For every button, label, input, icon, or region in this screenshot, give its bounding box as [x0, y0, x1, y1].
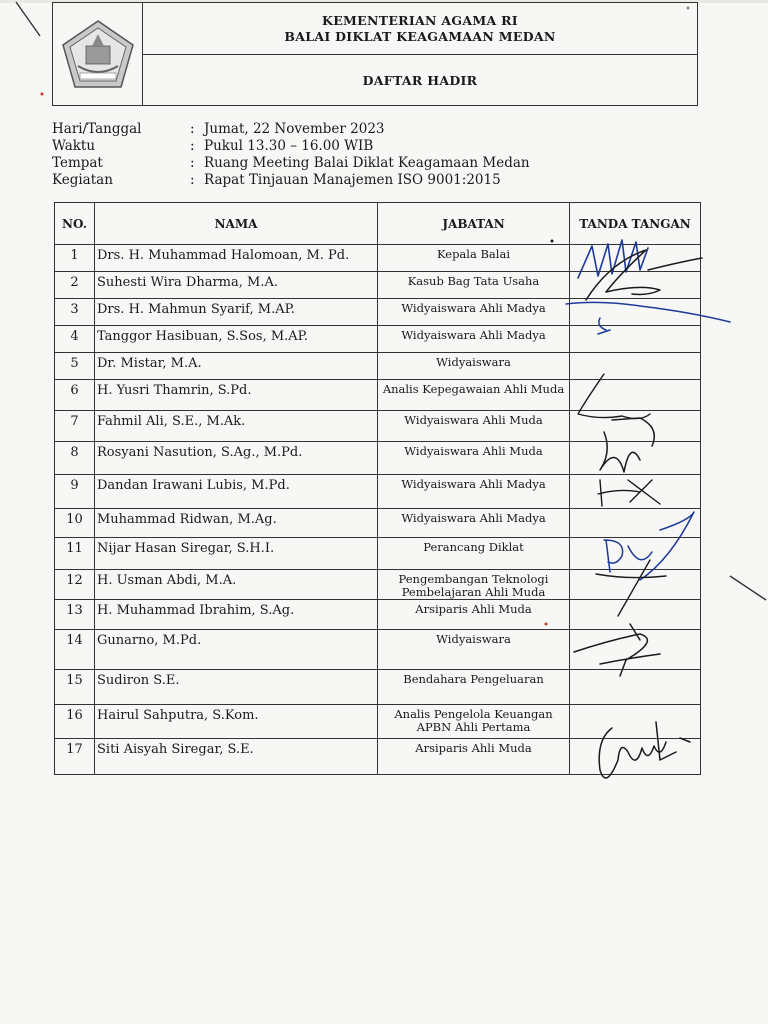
table-row: [55, 475, 701, 509]
row-name: Siti Aisyah Siregar, S.E.: [95, 739, 378, 775]
institution-name: [143, 3, 697, 55]
row-name: Dr. Mistar, M.A.: [95, 353, 378, 380]
row-position: Arsiparis Ahli Muda: [378, 600, 570, 630]
row-position: Widyaiswara Ahli Madya: [378, 299, 570, 326]
signature-cell[interactable]: [570, 272, 701, 299]
document-title: DAFTAR HADIR: [362, 72, 478, 88]
meta-label: Waktu: [52, 138, 96, 154]
signature-cell[interactable]: [570, 380, 701, 411]
scan-mark-right: [728, 570, 768, 610]
meta-colon: :: [190, 155, 195, 171]
logo-cell: [53, 3, 143, 105]
row-position: Widyaiswara Ahli Muda: [378, 411, 570, 442]
row-name: Drs. H. Muhammad Halomoan, M. Pd.: [95, 245, 378, 272]
row-number: 16: [55, 705, 95, 739]
row-number: 7: [55, 411, 95, 442]
row-name: Tanggor Hasibuan, S.Sos, M.AP.: [95, 326, 378, 353]
row-number: 6: [55, 380, 95, 411]
meta-label: Tempat: [52, 155, 103, 171]
meta-value: Ruang Meeting Balai Diklat Keagamaan Medan: [204, 155, 530, 171]
row-position: Analis Kepegawaian Ahli Muda: [378, 380, 570, 411]
col-header-no: NO.: [55, 203, 95, 245]
row-number: 12: [55, 570, 95, 600]
scan-mark-top-left: [14, 0, 44, 40]
row-position: Kasub Bag Tata Usaha: [378, 272, 570, 299]
row-name: Fahmil Ali, S.E., M.Ak.: [95, 411, 378, 442]
row-name: Suhesti Wira Dharma, M.A.: [95, 272, 378, 299]
row-number: 1: [55, 245, 95, 272]
signature-cell[interactable]: [570, 475, 701, 509]
row-number: 15: [55, 670, 95, 705]
row-position: Widyaiswara Ahli Madya: [378, 509, 570, 538]
meta-row-time: [52, 138, 612, 155]
row-number: 13: [55, 600, 95, 630]
table-row: [55, 442, 701, 475]
meta-value: Pukul 13.30 – 16.00 WIB: [204, 138, 374, 154]
signature-cell[interactable]: [570, 600, 701, 630]
table-row: [55, 670, 701, 705]
row-position: Widyaiswara: [378, 353, 570, 380]
meta-value: Rapat Tinjauan Manajemen ISO 9001:2015: [204, 172, 501, 188]
row-position: Perancang Diklat: [378, 538, 570, 570]
row-number: 14: [55, 630, 95, 670]
meta-colon: :: [190, 138, 195, 154]
signature-cell[interactable]: [570, 739, 701, 775]
row-name: H. Usman Abdi, M.A.: [95, 570, 378, 600]
signature-cell[interactable]: [570, 538, 701, 570]
row-position: Widyaiswara Ahli Madya: [378, 326, 570, 353]
meta-row-place: [52, 155, 612, 172]
table-row: [55, 353, 701, 380]
table-row: [55, 630, 701, 670]
row-number: 8: [55, 442, 95, 475]
table-row: [55, 739, 701, 775]
row-position: Analis Pengelola Keuangan APBN Ahli Pertama: [378, 705, 570, 739]
attendance-table: [54, 202, 701, 775]
meta-label: Hari/Tanggal: [52, 121, 142, 137]
row-position: Pengembangan Teknologi Pembelajaran Ahli Muda: [378, 570, 570, 600]
meeting-info: [52, 121, 612, 189]
row-position: Arsiparis Ahli Muda: [378, 739, 570, 775]
meta-colon: :: [190, 121, 195, 137]
signature-cell[interactable]: [570, 411, 701, 442]
row-name: Dandan Irawani Lubis, M.Pd.: [95, 475, 378, 509]
signature-cell[interactable]: [570, 509, 701, 538]
col-header-nama: NAMA: [95, 203, 378, 245]
signature-cell[interactable]: [570, 670, 701, 705]
table-row: [55, 600, 701, 630]
row-name: Rosyani Nasution, S.Ag., M.Pd.: [95, 442, 378, 475]
meta-value: Jumat, 22 November 2023: [204, 121, 385, 137]
table-row: [55, 570, 701, 600]
signature-cell[interactable]: [570, 245, 701, 272]
row-position: Kepala Balai: [378, 245, 570, 272]
document-header: [52, 2, 698, 106]
signature-cell[interactable]: [570, 630, 701, 670]
table-row: [55, 272, 701, 299]
signature-cell[interactable]: [570, 299, 701, 326]
table-row: [55, 380, 701, 411]
meta-row-date: [52, 121, 612, 138]
row-name: Muhammad Ridwan, M.Ag.: [95, 509, 378, 538]
kemenag-logo-icon: [60, 18, 136, 90]
signature-cell[interactable]: [570, 353, 701, 380]
meta-label: Kegiatan: [52, 172, 113, 188]
meta-colon: :: [190, 172, 195, 188]
col-header-ttd: TANDA TANGAN: [570, 203, 701, 245]
row-position: Bendahara Pengeluaran: [378, 670, 570, 705]
row-position: Widyaiswara Ahli Madya: [378, 475, 570, 509]
row-number: 2: [55, 272, 95, 299]
row-number: 4: [55, 326, 95, 353]
row-number: 5: [55, 353, 95, 380]
row-name: H. Muhammad Ibrahim, S.Ag.: [95, 600, 378, 630]
row-number: 3: [55, 299, 95, 326]
ministry-name: KEMENTERIAN AGAMA RI: [322, 12, 518, 28]
row-name: Sudiron S.E.: [95, 670, 378, 705]
table-row: [55, 326, 701, 353]
row-name: Gunarno, M.Pd.: [95, 630, 378, 670]
table-row: [55, 705, 701, 739]
signature-cell[interactable]: [570, 326, 701, 353]
table-header-row: [55, 203, 701, 245]
row-name: Nijar Hasan Siregar, S.H.I.: [95, 538, 378, 570]
signature-cell[interactable]: [570, 705, 701, 739]
row-number: 17: [55, 739, 95, 775]
row-name: H. Yusri Thamrin, S.Pd.: [95, 380, 378, 411]
row-name: Hairul Sahputra, S.Kom.: [95, 705, 378, 739]
signature-cell[interactable]: [570, 442, 701, 475]
meta-row-activity: [52, 172, 612, 189]
table-row: [55, 245, 701, 272]
row-number: 9: [55, 475, 95, 509]
signature-cell[interactable]: [570, 570, 701, 600]
agency-name: BALAI DIKLAT KEAGAMAAN MEDAN: [284, 28, 556, 44]
row-position: Widyaiswara Ahli Muda: [378, 442, 570, 475]
table-row: [55, 411, 701, 442]
row-position: Widyaiswara: [378, 630, 570, 670]
table-row: [55, 538, 701, 570]
col-header-jabatan: JABATAN: [378, 203, 570, 245]
row-number: 11: [55, 538, 95, 570]
row-number: 10: [55, 509, 95, 538]
row-name: Drs. H. Mahmun Syarif, M.AP.: [95, 299, 378, 326]
table-row: [55, 509, 701, 538]
table-row: [55, 299, 701, 326]
